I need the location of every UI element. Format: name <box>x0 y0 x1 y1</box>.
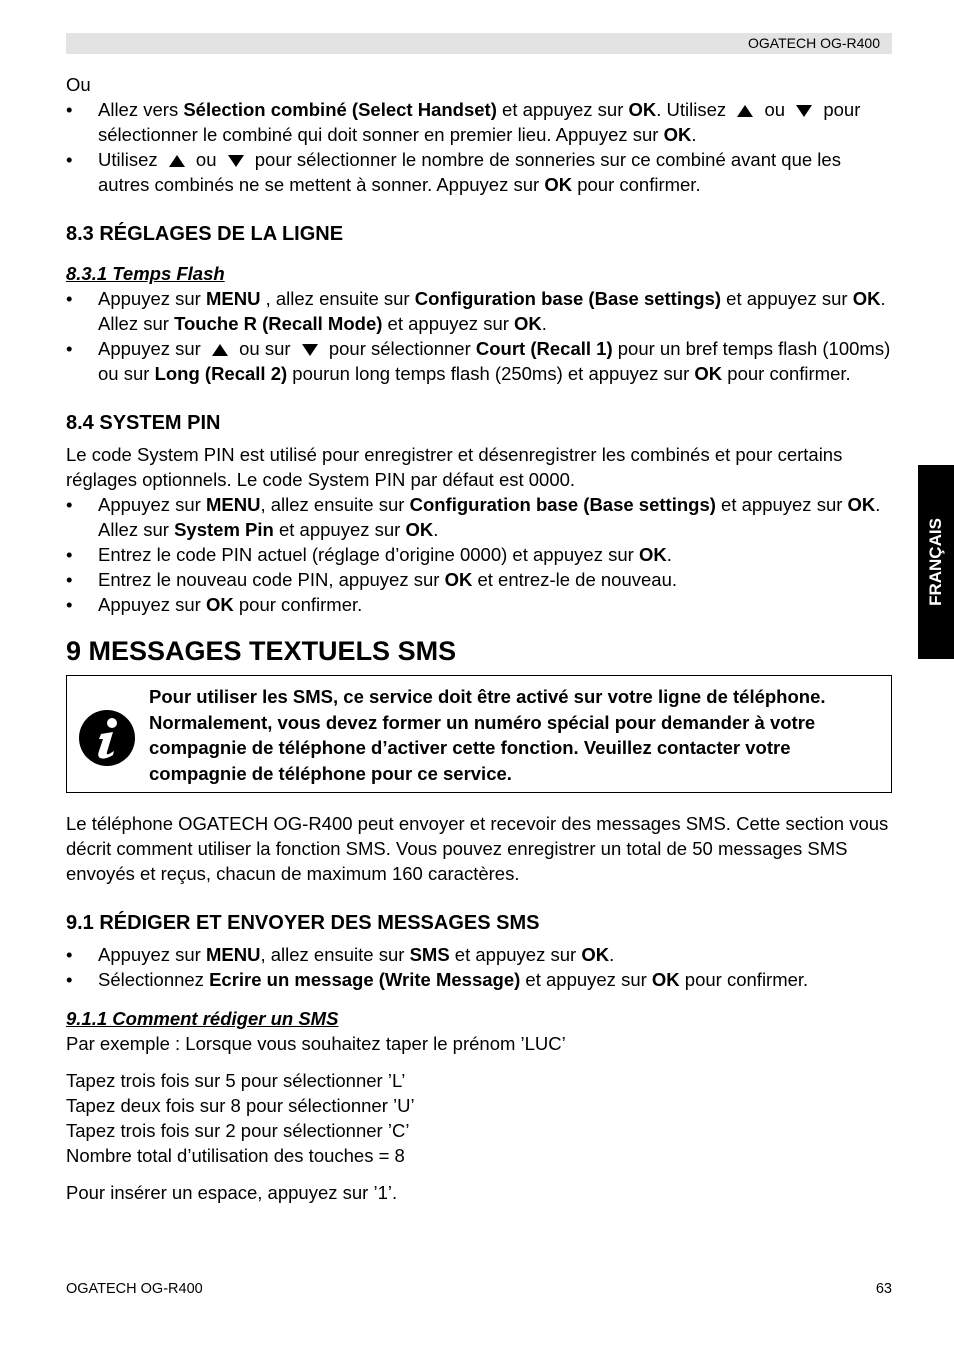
section-8-3-1-heading: 8.3.1 Temps Flash <box>66 263 225 284</box>
section-8-3-list <box>66 286 892 386</box>
section-9-paragraph: Le téléphone OGATECH OG-R400 peut envoyer et recevoir des messages SMS. Cette section vous décrit comment utiliser la fonction SMS. Vous pouvez enregistrer un total de 50 messages SMS envoyés et reçus, chacun de maximum 160 caractères. <box>66 813 889 884</box>
section-9-heading: 9 MESSAGES TEXTUELS SMS <box>66 636 457 666</box>
intro-bullet-1: • Allez vers Sélection combiné (Select Handset) et appuyez sur OK. Utilisez ou pour sélectionner le combiné qui doit sonner en premier lieu. Appuyez sur OK. <box>66 97 892 147</box>
arrow-up-icon <box>212 344 228 356</box>
header-title: OGATECH OG-R400 <box>748 35 880 51</box>
arrow-up-icon <box>169 155 185 167</box>
arrow-down-icon <box>796 105 812 117</box>
example-step-3: Tapez trois fois sur 2 pour sélectionner ’C’ <box>66 1120 410 1141</box>
section-9-1-heading: 9.1 RÉDIGER ET ENVOYER DES MESSAGES SMS <box>66 912 540 934</box>
section-8-4-bullet-3: • Entrez le nouveau code PIN, appuyez sur OK et entrez-le de nouveau. <box>66 567 892 592</box>
language-tab <box>918 465 954 659</box>
arrow-down-icon <box>302 344 318 356</box>
example-total: Nombre total d’utilisation des touches = 8 <box>66 1145 405 1166</box>
intro-list <box>66 97 892 197</box>
section-8-4-paragraph: Le code System PIN est utilisé pour enregistrer et désenregistrer les combinés et pour certains réglages optionnels. Le code System PIN par défaut est 0000. <box>66 444 843 490</box>
section-8-4-heading: 8.4 SYSTEM PIN <box>66 412 221 434</box>
footer-title: OGATECH OG-R400 <box>66 1281 203 1297</box>
example-step-2: Tapez deux fois sur 8 pour sélectionner ’U’ <box>66 1095 415 1116</box>
section-8-3-bullet-1: • Appuyez sur MENU , allez ensuite sur Configuration base (Base settings) et appuyez sur OK. Allez sur Touche R (Recall Mode) et appuyez sur OK. <box>66 286 892 336</box>
info-note-text: Pour utiliser les SMS, ce service doit être activé sur votre ligne de téléphone. Normalement, vous devez former un numéro spécial pour demander à votre compagnie de téléphone d’activer cette fonction. Veuillez contacter votre compagnie de téléphone pour ce service. <box>149 686 826 784</box>
header-bar <box>66 33 892 54</box>
info-icon <box>77 708 137 768</box>
language-tab-label: FRANÇAIS <box>926 518 945 606</box>
page-content <box>66 72 892 1205</box>
section-9-1-1-heading: 9.1.1 Comment rédiger un SMS <box>66 1008 339 1029</box>
example-line: Par exemple : Lorsque vous souhaitez taper le prénom ’LUC’ <box>66 1033 566 1054</box>
section-8-3-heading: 8.3 RÉGLAGES DE LA LIGNE <box>66 223 344 245</box>
section-8-4-bullet-2: • Entrez le code PIN actuel (réglage d’origine 0000) et appuyez sur OK. <box>66 542 892 567</box>
arrow-up-icon <box>737 105 753 117</box>
intro-bullet-2: • Utilisez ou pour sélectionner le nombre de sonneries sur ce combiné avant que les autres combinés ne se mettent à sonner. Appuyez sur OK pour confirmer. <box>66 147 892 197</box>
arrow-down-icon <box>228 155 244 167</box>
section-9-1-list <box>66 942 892 992</box>
intro-or: Ou <box>66 74 91 95</box>
section-8-4-bullet-1: • Appuyez sur MENU, allez ensuite sur Configuration base (Base settings) et appuyez sur OK. Allez sur System Pin et appuyez sur OK. <box>66 492 892 542</box>
info-note-box <box>66 675 892 793</box>
section-9-1-bullet-1: • Appuyez sur MENU, allez ensuite sur SMS et appuyez sur OK. <box>66 942 892 967</box>
section-9-1-bullet-2: • Sélectionnez Ecrire un message (Write Message) et appuyez sur OK pour confirmer. <box>66 967 892 992</box>
page-number: 63 <box>875 1281 892 1297</box>
example-step-1: Tapez trois fois sur 5 pour sélectionner ’L’ <box>66 1070 406 1091</box>
space-instruction: Pour insérer un espace, appuyez sur ’1’. <box>66 1182 398 1203</box>
section-8-3-bullet-2: • Appuyez sur ou sur pour sélectionner Court (Recall 1) pour un bref temps flash (100ms) ou sur Long (Recall 2) pourun long temps flash (250ms) et appuyez sur OK pour confirmer. <box>66 336 892 386</box>
section-8-4-bullet-4: • Appuyez sur OK pour confirmer. <box>66 592 892 617</box>
section-8-4-list <box>66 492 892 617</box>
